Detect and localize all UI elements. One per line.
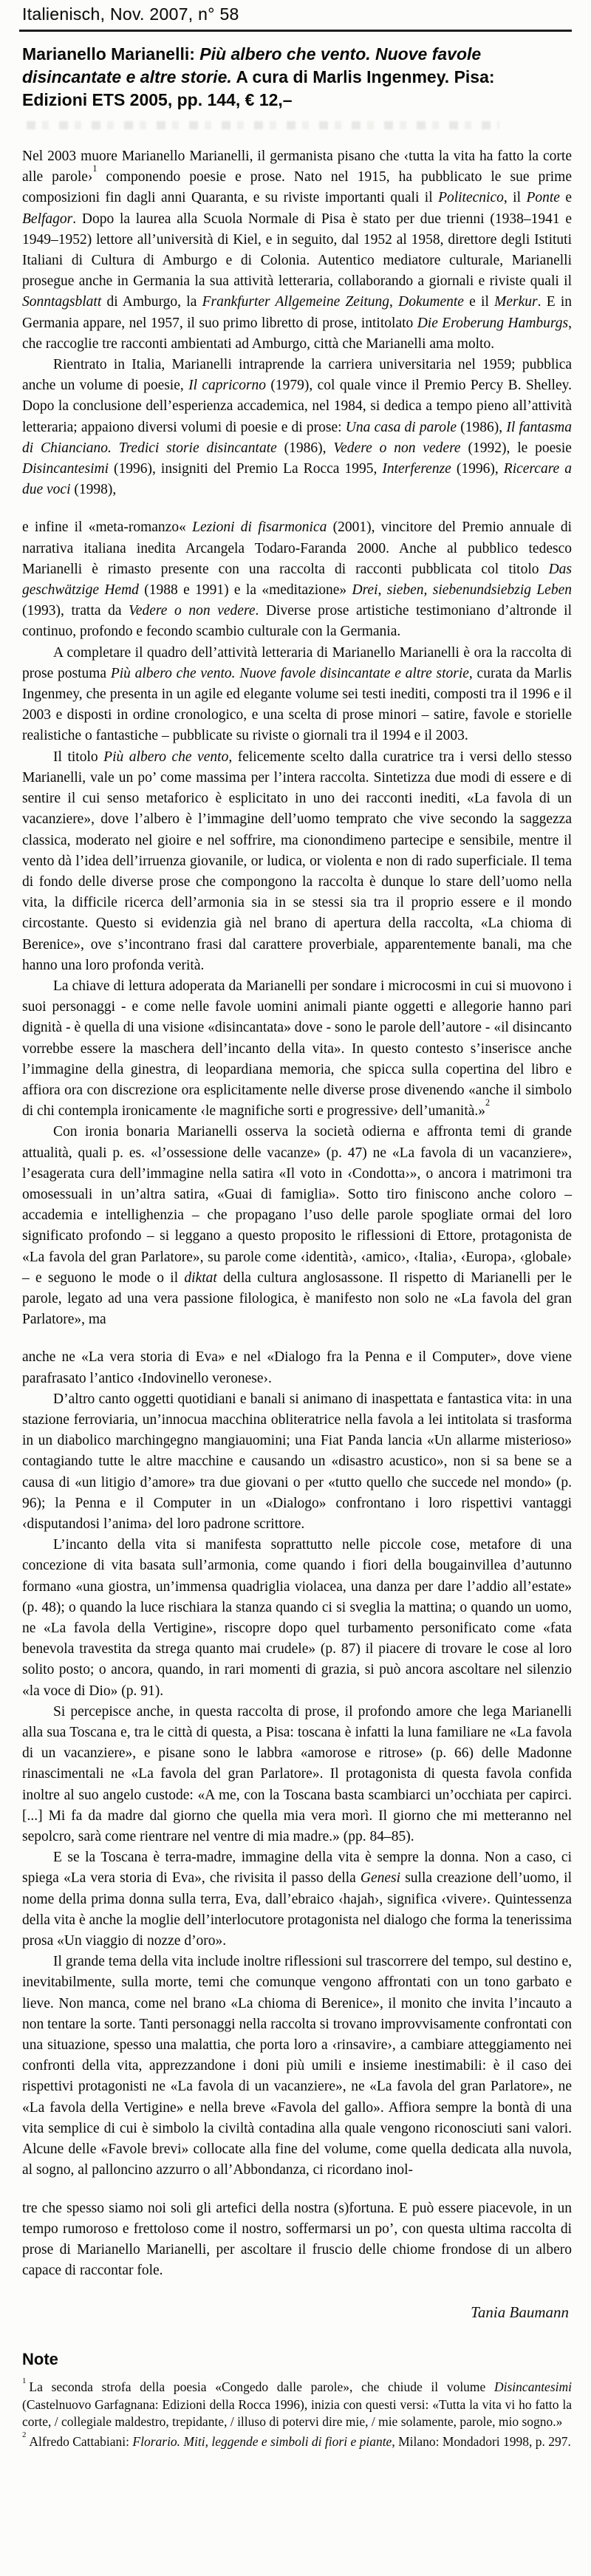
body-paragraph: Il titolo Più albero che vento, felicemente scelto dalla curatrice tra i versi dello stesso Marianelli, vale un po’ come massima per l’intera raccolta. Sintetizza due modi di essere e di sentire il cui senso metaforico è esplicitato in uno dei racconti inediti, «La favola di un vacanziere», dove l’albero è l’immagine dell’uomo temprato che vive secondo la saggezza classica, moderato nel gioire e nel soffrire, ma cionondimeno partecipe e sensibile, mentre il vento dà l’idea dell’irruenza giovanile, or ludica, or violenta e non di rado superficiale. Il tema di fondo delle diverse prose che compongono la raccolta è dunque lo stare dell’uomo nella vita, la difficile ricerca dell’armonia sia in se stessi sia tra il proprio essere e il mondo circostante. Questo si evidenzia già nel brano di apertura della raccolta, «La chioma di Berenice», ove s’incontrano frasi dal carattere proverbiale, apparentemente banali, ma che hanno una loro profonda verità. — [22, 749, 572, 973]
footnotes — [22, 2376, 572, 2450]
review-title: Marianello Marianelli: Più albero che vento. Nuove favole disincantate e altre storie. A cura di Marlis Ingenmey. Pisa: Edizioni ETS 2005, pp. 144, € 12,– — [22, 44, 495, 109]
notes-heading: Note — [22, 2350, 58, 2369]
body-paragraph: Nel 2003 muore Marianello Marianelli, il germanista pisano che ‹tutta la vita ha fatto la corte alle parole›$^1$ componendo poesie e prose. Nato nel 1915, ha pubblicato le sue prime composizioni fin dagli anni Quaranta, e su riviste importanti quali il Politecnico, il Ponte e Belfagor. Dopo la laurea alla Scuola Normale di Pisa è stato per due trienni (1938–1941 e 1949–1952) lettore all’università di Kiel, e in seguito, dal 1952 al 1958, direttore degli Istituti Italiani di Cultura di Amburgo e di Colonia. Autentico mediatore culturale, Marianelli prosegue anche in Germania la sua attività letteraria, collaborando a giornali e riviste quali il Sonntagsblatt di Amburgo, la Frankfurter Allgemeine Zeitung, Dokumente e il Merkur. E in Germania appare, nel 1957, il suo primo libretto di prose, intitolato Die Eroberung Hamburgs, che raccoglie tre racconti ambientati ad Amburgo, città che Marianelli ama molto. — [22, 149, 572, 352]
footnote-marker: 2 — [22, 2430, 27, 2440]
body-paragraph: A completare il quadro dell’attività letteraria di Marianello Marianelli è ora la raccolta di prose postuma Più albero che vento. Nuove favole disincantate e altre storie, curata da Marlis Ingenmey, che presenta in un agile ed elegante volume sei testi inediti, composti tra il 1996 e il 2003 e disposti in ordine cronologico, e una scelta di prose minori – satire, favole e storielle realistiche o fantastiche – pubblicate su riviste o giornali tra il 1994 e il 2003. — [22, 644, 572, 744]
footnote-marker: 1 — [22, 2376, 27, 2385]
body-paragraph: Con ironia bonaria Marianelli osserva la società odierna e affronta temi di grande attualità, quali p. es. «l’ossessione delle vacanze» (p. 47) ne «La favola di un vacanziere», l’esagerata cura dell’immagine nella satira «Il voto in ‹Condotta›», o ancora i matrimoni tra omosessuali in un’altra satira, «Guai di famiglia». Sotto tiro finiscono anche coloro – accademia e intellighenzia – che propagano l’uso delle parole spogliate ormai del loro significato profondo – si leggano a questo proposito le riflessioni di Ettore, protagonista de «La favola del gran Parlatore», su parole come ‹identità›, ‹amico›, ‹Italia›, ‹Europa›, ‹globale› – e seguono le mode o il diktat della cultura anglosassone. Il rispetto di Marianelli per le parole, legato ad una vera passione filologica, è manifesto non solo ne «La favola del gran Parlatore», ma — [22, 1124, 572, 1328]
author-signature: Tania Baumann — [471, 2303, 569, 2322]
body-paragraph: e infine il «meta-romanzo« Lezioni di fisarmonica (2001), vincitore del Premio annuale di narrativa italiana inedita Arcangela Todaro-Faranda 2000. Anche al pubblico tedesco Marianelli è rimasto presente con una raccolta di racconti pubblicata col titolo Das geschwätzige Hemd (1988 e 1991) e la «meditazione» Drei, sieben, siebenundsiebzig Leben (1993), tratta da Vedere o non vedere. Diverse prose artistiche testimoniano d’altronde il continuo, profondo e fecondo scambio culturale con la Germania. — [22, 519, 572, 640]
body-paragraph: Rientrato in Italia, Marianelli intraprende la carriera universitaria nel 1959; pubblica anche un volume di poesie, Il capricorno (1979), col quale vince il Premio Percy B. Shelley. Dopo la conclusione dell’esperienza accademica, nel 1984, si dedica a tempo pieno all’attività letteraria; appaiono diversi volumi di poesie e di prose: Una casa di parole (1986), Il fantasma di Chianciano. Tredici storie disincantate (1986), Vedere o non vedere (1992), le poesie Disincantesimi (1996), insigniti del Premio La Rocca 1995, Interferenze (1996), Ricercare a due voci (1998), — [22, 357, 572, 498]
review-body — [22, 146, 572, 2281]
footnote-item — [22, 2430, 572, 2451]
header-rule — [19, 30, 572, 32]
body-paragraph: Si percepisce anche, in questa raccolta di prose, il profondo amore che lega Marianelli alla sua Toscana e, tra le città di questa, a Pisa: toscana è infatti la luna familiare ne «La favola di un vacanziere», e pisane sono le labbra «amorose e ritrose» (p. 66) delle Madonne rinascimentali ne «La favola del gran Parlatore». Il protagonista di questa favola confida inoltre al suo angelo custode: «A me, con la Toscana basta scambiarci un’occhiata per capirci. [...] Mi fa da madre dal giorno che quella mia vera morì. Il giorno che mi metteranno nel sepolcro, sarà come rientrare nel ventre di mia madre.» (pp. 84–85). — [22, 1703, 572, 1845]
body-paragraph: D’altro canto oggetti quotidiani e banali si animano di inaspettata e fantastica vita: in una stazione ferroviaria, un’innocua macchina obliteratrice nella favola a lei intitolata si trasforma in un diabolico marchingegno mangiauomini; una Fiat Panda lancia «Un allarme misterioso» contagiando tutte le altre macchine e causando un «disastro acustico», non si sa bene se a causa di «un litigio d’amore» tra due giovani o per «tutto quello che succede nel mondo» (p. 96); la Penna e il Computer in un «Dialogo» confrontano i loro rispettivi vantaggi ‹disputandosi l’anima› del loro padrone scrittore. — [22, 1391, 572, 1532]
print-bleed-artifact — [27, 121, 499, 129]
body-paragraph: Il grande tema della vita include inoltre riflessioni sul trascorrere del tempo, sul destino e, inevitabilmente, sulla morte, temi che comunque vengono affrontati con un tono garbato e lieve. Non manca, come nel brano «La chioma di Berenice», il monito che invita l’incauto a non tentare la sorte. Tanti personaggi nella raccolta si trovano improvvisamente confrontati con una situazione, spesso una malattia, che porta loro a ‹rinsavire›, a cambiare atteggiamento nei confronti della vita, apprezzandone i doni più umili e insieme inestimabili: è il caso dei rispettivi protagonisti ne «La favola di un vacanziere», ne «La favola del gran Parlatore», ne «La favola della Vertigine» e nella breve «Favola del gallo». Affiora sempre la bontà di una vita semplice di cui è simbolo la civiltà contadina alla quale vengono riconosciuti sani valori. Alcune delle «Favole brevi» collocate alla fine del volume, come quella dedicata alla nuvola, al sogno, al palloncino azzurro o all’Abbondanza, ci ricordano inol- — [22, 1954, 572, 2178]
footnote-text: Alfredo Cattabiani: Florario. Miti, leggende e simboli di fiori e piante, Milano: Mondadori 1998, p. 297. — [29, 2433, 571, 2449]
body-paragraph: tre che spesso siamo noi soli gli artefici della nostra (s)fortuna. E può essere piacevole, in un tempo rumoroso e frettoloso come il nostro, soffermarsi un po’, con questa ultima raccolta di prose di Marianello Marianelli, per ascoltare il fruscio delle chiome frondose di un albero capace di raccontar fole. — [22, 2200, 572, 2279]
journal-header: Italienisch, Nov. 2007, n° 58 — [22, 4, 239, 24]
body-paragraph: L’incanto della vita si manifesta soprattutto nelle piccole cose, metafore di una concezione di vita basata sull’armonia, come quando i fiori della bougainvillea d’autunno formano «una giostra, un’immensa quadriglia violacea, una danza per dare l’addio all’estate» (p. 48); o quando la luce rischiara la stanza quando ci si sveglia la mattina; o quando un uomo, ne «La favola della Vertigine», riscopre dopo quel turbamento personificato come «fata benevola travestita da strega quanto mai crudele» (p. 87) il piacere di trovare le cose al loro solito posto; o ancora, quando, in rari momenti di grazia, si può ancora ascoltare nel silenzio «la voce di Dio» (p. 91). — [22, 1537, 572, 1699]
footnote-text: La seconda strofa della poesia «Congedo dalle parole», che chiude il volume Disincantesimi (Castelnuovo Garfagnana: Edizioni della Rocca 1996), inizia con questi versi: «Tutta la vita vi ho fatto la corte, / collegiale maldestro, trepidante, / illuso di potervi dire mie, / mie solamente, parole, mio sogno.» — [22, 2379, 572, 2430]
body-paragraph: anche ne «La vera storia di Eva» e nel «Dialogo fra la Penna e il Computer», dove viene parafrasato l’antico ‹Indovinello veronese›. — [22, 1349, 572, 1386]
footnote-item — [22, 2376, 572, 2431]
body-paragraph: E se la Toscana è terra-madre, immagine della vita è sempre la donna. Non a caso, ci spiega «La vera storia di Eva», che rivisita il passo della Genesi sulla creazione dell’uomo, il nome della prima donna sulla terra, Eva, dall’ebraico ‹hajah›, significa ‹vivere›. Quintessenza della vita è anche la moglie dell’interlocutore protagonista nel dialogo che forma la tenerissima prosa «Un viaggio di nozze d’oro». — [22, 1850, 572, 1949]
body-paragraph: La chiave di lettura adoperata da Marianelli per sondare i microcosmi in cui si muovono i suoi personaggi - e come nelle favole uomini animali piante oggetti e allegorie hanno pari dignità - è quella di una visione «disincantata» dove - sono le parole dell’autore - «il disincanto vorrebbe essere la maschera dell’incanto della vita». In questo contesto s’inserisce anche l’immagine della ginestra, di leopardiana memoria, che spicca sulla copertina del libro e affiora ora con discrezione ora esplicitamente nelle diverse prose divenendo «anche il simbolo di chi contempla ironicamente ‹le magnifiche sorti e progressive› dell’umanità.»$^2$ — [22, 978, 572, 1120]
